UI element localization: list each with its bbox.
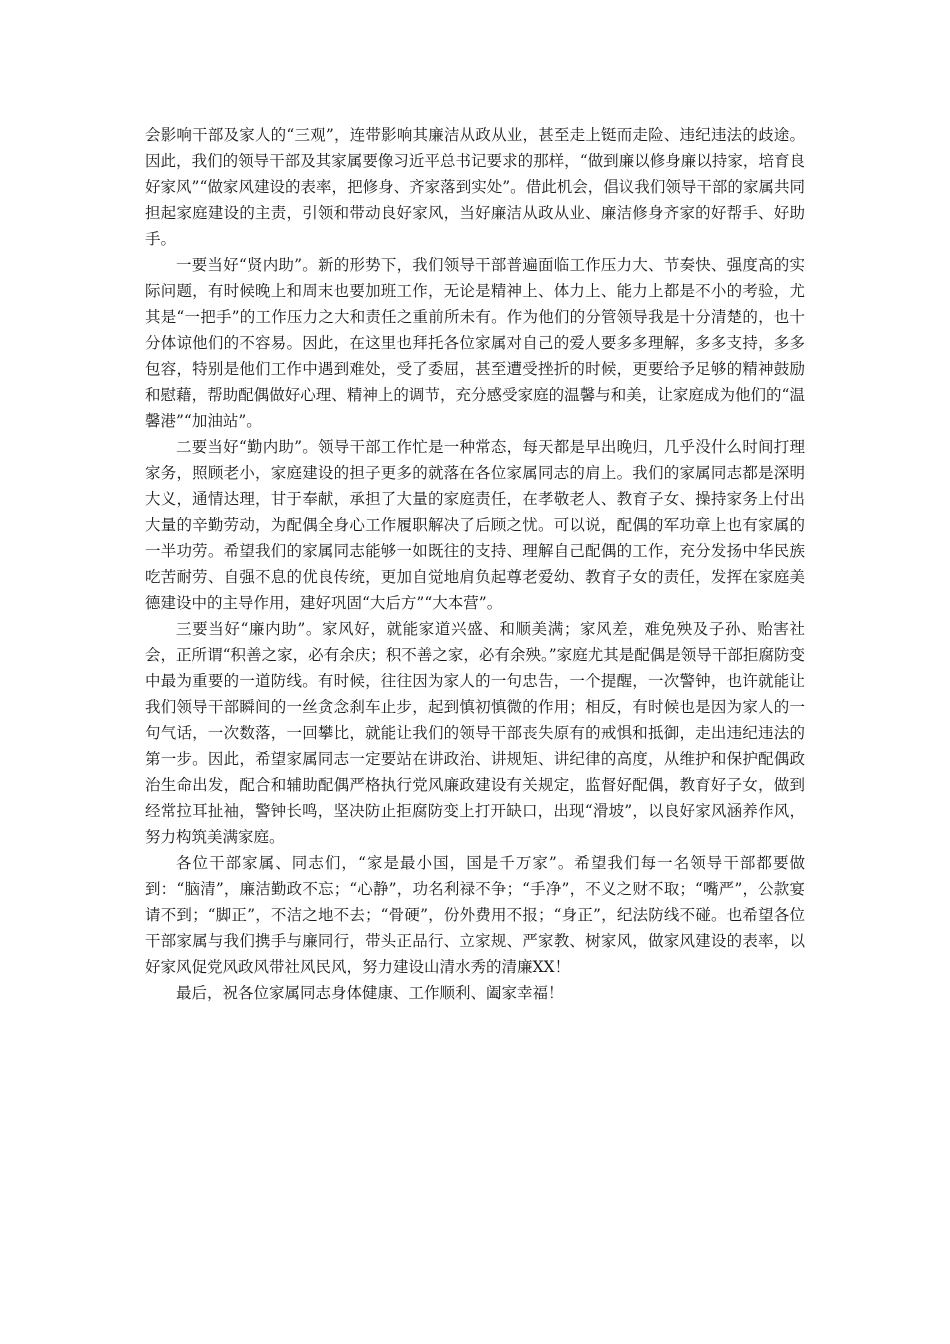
paragraph-closing-wishes: 最后，祝各位家属同志身体健康、工作顺利、阖家幸福！ bbox=[176, 984, 564, 1002]
paragraph-appeal: 各位干部家属、同志们，“家是最小国，国是千万家”。希望我们每一名领导干部都要做到：“脑清”，廉洁勤政不忘；“心静”，功名利禄不争；“手净”，不义之财不取；“嘴严”，公款宴请不到；“脚正”，不洁之地不去；“骨硬”，份外费用不报；“身正”，纪法防线不碰。也希望各位干部家属与我们携手与廉同行，带头正品行、立家规、严家教、树家风，做家风建设的表率，以好家风促党风政风带社风民风，努力建设山清水秀的清廉XX！ bbox=[145, 854, 805, 976]
paragraph-lian-neizhu: 三要当好“廉内助”。家风好，就能家道兴盛、和顺美满；家风差，难免殃及子孙、贻害社会，正所谓“积善之家，必有余庆；积不善之家，必有余殃。”家庭尤其是配偶是领导干部拒腐防变中最为重要的一道防线。有时候，往往因为家人的一句忠告，一个提醒，一次警钟，也许就能让我们领导干部瞬间的一丝贪念刹车止步，起到慎初慎微的作用；相反，有时候也是因为家人的一句气话，一次数落，一回攀比，就能让我们的领导干部丧失原有的戒惧和抵御，走出违纪违法的第一步。因此，希望家属同志一定要站在讲政治、讲规矩、讲纪律的高度，从维护和保护配偶政治生命出发，配合和辅助配偶严格执行党风廉政建设有关规定，监督好配偶，教育好子女，做到经常拉耳扯袖，警钟长鸣，坚决防止拒腐防变上打开缺口，出现“滑坡”，以良好家风涵养作风，努力构筑美满家庭。 bbox=[145, 620, 805, 846]
paragraph-qin-neizhu: 二要当好“勤内助”。领导干部工作忙是一种常态，每天都是早出晚归，几乎没什么时间打理家务，照顾老小，家庭建设的担子更多的就落在各位家属同志的肩上。我们的家属同志都是深明大义，通情达理，甘于奉献，承担了大量的家庭责任，在孝敬老人、教育子女、操持家务上付出大量的辛勤劳动，为配偶全身心工作履职解决了后顾之忧。可以说，配偶的军功章上也有家属的一半功劳。希望我们的家属同志能够一如既往的支持、理解自己配偶的工作，充分发扬中华民族吃苦耐劳、自强不息的优良传统，更加自觉地肩负起尊老爱幼、教育子女的责任，发挥在家庭美德建设中的主导作用，建好巩固“大后方”“大本营”。 bbox=[145, 438, 805, 612]
paragraph-intro-continued: 会影响干部及家人的“三观”，连带影响其廉洁从政从业，甚至走上铤而走险、违纪违法的歧途。因此，我们的领导干部及其家属要像习近平总书记要求的那样，“做到廉以修身廉以持家，培育良好家风”“做家风建设的表率，把修身、齐家落到实处”。借此机会，倡议我们领导干部的家属共同担起家庭建设的主责，引领和带动良好家风，当好廉洁从政从业、廉洁修身齐家的好帮手、好助手。 bbox=[145, 126, 805, 248]
paragraph-xian-neizhu: 一要当好“贤内助”。新的形势下，我们领导干部普遍面临工作压力大、节奏快、强度高的实际问题，有时候晚上和周末也要加班工作，无论是精神上、体力上、能力上都是不小的考验，尤其是“一把手”的工作压力之大和责任之重前所未有。作为他们的分管领导我是十分清楚的，也十分体谅他们的不容易。因此，在这里也拜托各位家属对自己的爱人要多多理解，多多支持，多多包容，特别是他们工作中遇到难处，受了委屈，甚至遭受挫折的时候，更要给予足够的精神鼓励和慰藉，帮助配偶做好心理、精神上的调节，充分感受家庭的温馨与和美，让家庭成为他们的“温馨港”“加油站”。 bbox=[145, 256, 805, 430]
document-body bbox=[145, 122, 805, 1006]
